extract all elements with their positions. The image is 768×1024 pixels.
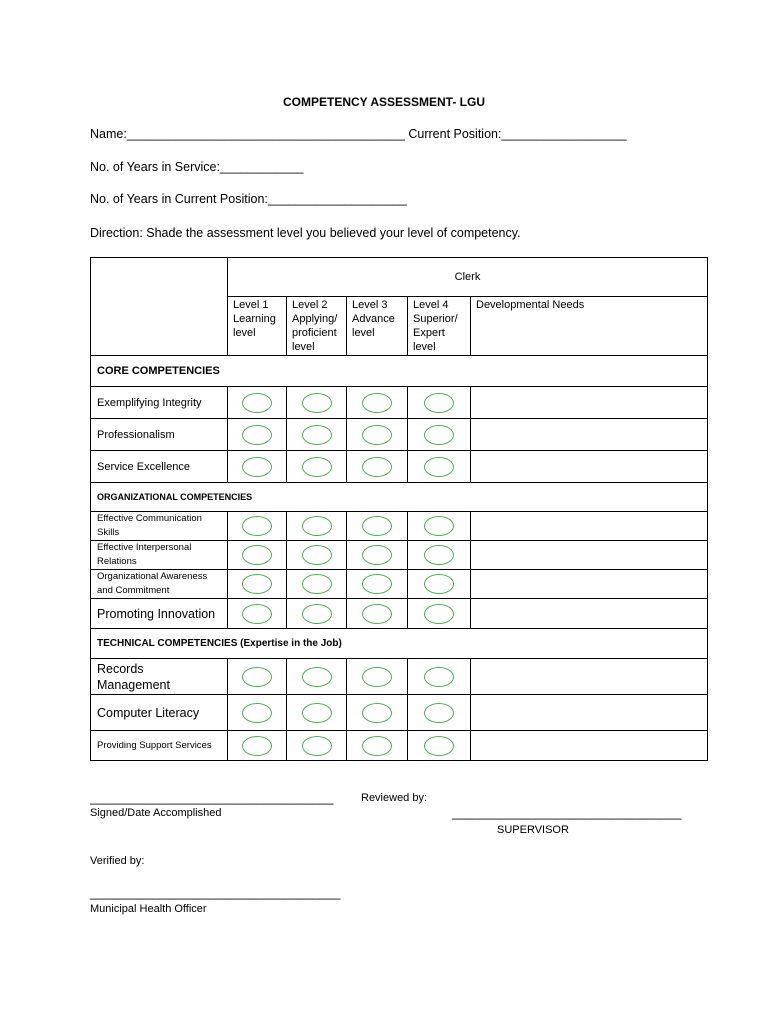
rating-oval[interactable] xyxy=(302,393,332,413)
rating-oval[interactable] xyxy=(362,667,392,687)
rating-cell[interactable] xyxy=(228,695,287,731)
rating-oval[interactable] xyxy=(424,736,454,756)
competency-label: Professionalism xyxy=(91,419,228,451)
rating-cell[interactable] xyxy=(287,512,347,541)
competency-label: Effective Interpersonal Relations xyxy=(91,541,228,570)
rating-oval[interactable] xyxy=(302,425,332,445)
position-header: Clerk xyxy=(228,258,708,297)
rating-cell[interactable] xyxy=(347,599,408,629)
level-3-header: Level 3 Advance level xyxy=(347,297,408,356)
reviewed-by-label: Reviewed by: xyxy=(361,792,428,804)
rating-cell[interactable] xyxy=(228,570,287,599)
rating-cell[interactable] xyxy=(228,731,287,761)
years-in-service-field: No. of Years in Service:____________ xyxy=(90,160,304,174)
rating-cell[interactable] xyxy=(287,570,347,599)
rating-oval[interactable] xyxy=(302,604,332,624)
rating-cell[interactable] xyxy=(347,419,408,451)
competency-label: Records Management xyxy=(91,659,228,695)
rating-oval[interactable] xyxy=(302,667,332,687)
rating-oval[interactable] xyxy=(424,574,454,594)
rating-oval[interactable] xyxy=(302,516,332,536)
rating-cell[interactable] xyxy=(347,659,408,695)
competency-label: Exemplifying Integrity xyxy=(91,387,228,419)
rating-cell[interactable] xyxy=(408,659,471,695)
developmental-needs-cell[interactable] xyxy=(471,541,708,570)
blank-header-cell xyxy=(91,258,228,356)
level-2-header: Level 2 Applying/ proficient level xyxy=(287,297,347,356)
competency-label: Promoting Innovation xyxy=(91,599,228,629)
rating-oval[interactable] xyxy=(362,604,392,624)
rating-oval[interactable] xyxy=(242,457,272,477)
rating-cell[interactable] xyxy=(347,387,408,419)
developmental-needs-cell[interactable] xyxy=(471,731,708,761)
rating-cell[interactable] xyxy=(347,570,408,599)
competency-table xyxy=(90,257,708,761)
developmental-needs-cell[interactable] xyxy=(471,570,708,599)
rating-oval[interactable] xyxy=(362,516,392,536)
rating-oval[interactable] xyxy=(242,425,272,445)
rating-cell[interactable] xyxy=(228,659,287,695)
rating-cell[interactable] xyxy=(347,731,408,761)
rating-oval[interactable] xyxy=(242,736,272,756)
rating-cell[interactable] xyxy=(228,451,287,483)
rating-oval[interactable] xyxy=(242,545,272,565)
rating-oval[interactable] xyxy=(424,667,454,687)
rating-oval[interactable] xyxy=(242,393,272,413)
rating-cell[interactable] xyxy=(287,451,347,483)
supervisor-line: _________________________________ xyxy=(452,806,682,820)
section-core: CORE COMPETENCIES xyxy=(91,356,708,387)
section-organizational: ORGANIZATIONAL COMPETENCIES xyxy=(91,483,708,512)
developmental-needs-cell[interactable] xyxy=(471,419,708,451)
rating-cell[interactable] xyxy=(347,512,408,541)
rating-oval[interactable] xyxy=(302,736,332,756)
competency-label: Providing Support Services xyxy=(91,731,228,761)
rating-oval[interactable] xyxy=(424,703,454,723)
level-4-header: Level 4 Superior/ Expert level xyxy=(408,297,471,356)
rating-cell[interactable] xyxy=(287,695,347,731)
developmental-needs-cell[interactable] xyxy=(471,659,708,695)
rating-cell[interactable] xyxy=(228,541,287,570)
competency-label: Organizational Awareness and Commitment xyxy=(91,570,228,599)
rating-oval[interactable] xyxy=(302,574,332,594)
developmental-needs-cell[interactable] xyxy=(471,512,708,541)
competency-label: Effective Communication Skills xyxy=(91,512,228,541)
rating-oval[interactable] xyxy=(242,703,272,723)
rating-oval[interactable] xyxy=(362,425,392,445)
rating-oval[interactable] xyxy=(302,703,332,723)
rating-oval[interactable] xyxy=(424,516,454,536)
developmental-needs-header: Developmental Needs xyxy=(471,297,708,356)
rating-cell[interactable] xyxy=(408,512,471,541)
developmental-needs-cell[interactable] xyxy=(471,599,708,629)
rating-oval[interactable] xyxy=(424,545,454,565)
developmental-needs-cell[interactable] xyxy=(471,451,708,483)
level-1-header: Level 1 Learning level xyxy=(228,297,287,356)
rating-oval[interactable] xyxy=(424,457,454,477)
signed-line: ___________________________________ xyxy=(90,791,334,805)
rating-cell[interactable] xyxy=(228,419,287,451)
rating-cell[interactable] xyxy=(408,451,471,483)
rating-cell[interactable] xyxy=(287,541,347,570)
rating-oval[interactable] xyxy=(302,457,332,477)
developmental-needs-cell[interactable] xyxy=(471,387,708,419)
mho-line: ____________________________________ xyxy=(90,886,341,900)
mho-label: Municipal Health Officer xyxy=(90,903,207,915)
rating-oval[interactable] xyxy=(424,425,454,445)
rating-oval[interactable] xyxy=(302,545,332,565)
rating-oval[interactable] xyxy=(362,574,392,594)
rating-cell[interactable] xyxy=(408,570,471,599)
page-title: COMPETENCY ASSESSMENT- LGU xyxy=(282,95,486,109)
rating-cell[interactable] xyxy=(347,541,408,570)
rating-cell[interactable] xyxy=(228,599,287,629)
rating-cell[interactable] xyxy=(347,451,408,483)
rating-cell[interactable] xyxy=(408,419,471,451)
rating-oval[interactable] xyxy=(424,393,454,413)
developmental-needs-cell[interactable] xyxy=(471,695,708,731)
rating-oval[interactable] xyxy=(362,457,392,477)
years-in-position-field: No. of Years in Current Position:____________________ xyxy=(90,192,407,206)
rating-cell[interactable] xyxy=(408,387,471,419)
rating-oval[interactable] xyxy=(242,516,272,536)
rating-cell[interactable] xyxy=(408,541,471,570)
rating-oval[interactable] xyxy=(424,604,454,624)
rating-oval[interactable] xyxy=(242,574,272,594)
supervisor-label: SUPERVISOR xyxy=(497,824,569,836)
rating-oval[interactable] xyxy=(362,703,392,723)
rating-oval[interactable] xyxy=(242,604,272,624)
direction-text: Direction: Shade the assessment level you believed your level of competency. xyxy=(90,226,521,240)
competency-label: Service Excellence xyxy=(91,451,228,483)
rating-cell[interactable] xyxy=(408,599,471,629)
rating-cell[interactable] xyxy=(228,512,287,541)
rating-cell[interactable] xyxy=(408,695,471,731)
rating-oval[interactable] xyxy=(362,393,392,413)
rating-oval[interactable] xyxy=(362,736,392,756)
rating-cell[interactable] xyxy=(228,387,287,419)
verified-by-label: Verified by: xyxy=(90,855,145,867)
rating-cell[interactable] xyxy=(408,731,471,761)
signed-label: Signed/Date Accomplished xyxy=(90,807,222,819)
competency-label: Computer Literacy xyxy=(91,695,228,731)
section-technical: TECHNICAL COMPETENCIES (Expertise in the Job) xyxy=(91,629,708,659)
rating-oval[interactable] xyxy=(362,545,392,565)
rating-oval[interactable] xyxy=(242,667,272,687)
rating-cell[interactable] xyxy=(287,599,347,629)
rating-cell[interactable] xyxy=(287,387,347,419)
rating-cell[interactable] xyxy=(287,419,347,451)
rating-cell[interactable] xyxy=(347,695,408,731)
name-position-field: Name:________________________________________ Current Position:__________________ xyxy=(90,127,627,141)
rating-cell[interactable] xyxy=(287,731,347,761)
rating-cell[interactable] xyxy=(287,659,347,695)
